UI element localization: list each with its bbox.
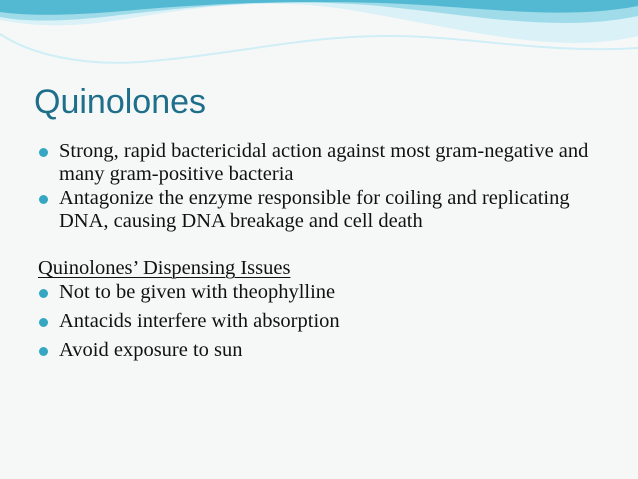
- bullet-item: [38, 310, 598, 333]
- bullet-text: Antagonize the enzyme responsible for coiling and replicating DNA, causing DNA breakage and cell death: [59, 187, 570, 232]
- slide-title: Quinolones: [34, 83, 207, 121]
- bullet-item: [38, 140, 598, 186]
- slide-content: [38, 140, 598, 368]
- bullet-text: Not to be given with theophylline: [59, 281, 336, 303]
- bullet-list-top: [38, 140, 598, 233]
- bullet-item: [38, 339, 598, 362]
- filled-circle-bullet-icon: [39, 318, 48, 327]
- bullet-item: [38, 187, 598, 233]
- decorative-wave-header: [0, 0, 638, 80]
- section-subheading: Quinolones’ Dispensing Issues: [38, 257, 291, 279]
- bullet-text: Antacids interfere with absorption: [59, 310, 340, 332]
- filled-circle-bullet-icon: [39, 148, 48, 157]
- bullet-item: [38, 281, 598, 304]
- bullet-text: Strong, rapid bactericidal action against most gram-negative and many gram-positive bacteria: [59, 140, 589, 185]
- filled-circle-bullet-icon: [39, 347, 48, 356]
- filled-circle-bullet-icon: [39, 289, 48, 298]
- filled-circle-bullet-icon: [39, 195, 48, 204]
- bullet-list-bottom: [38, 281, 598, 362]
- bullet-text: Avoid exposure to sun: [59, 339, 243, 361]
